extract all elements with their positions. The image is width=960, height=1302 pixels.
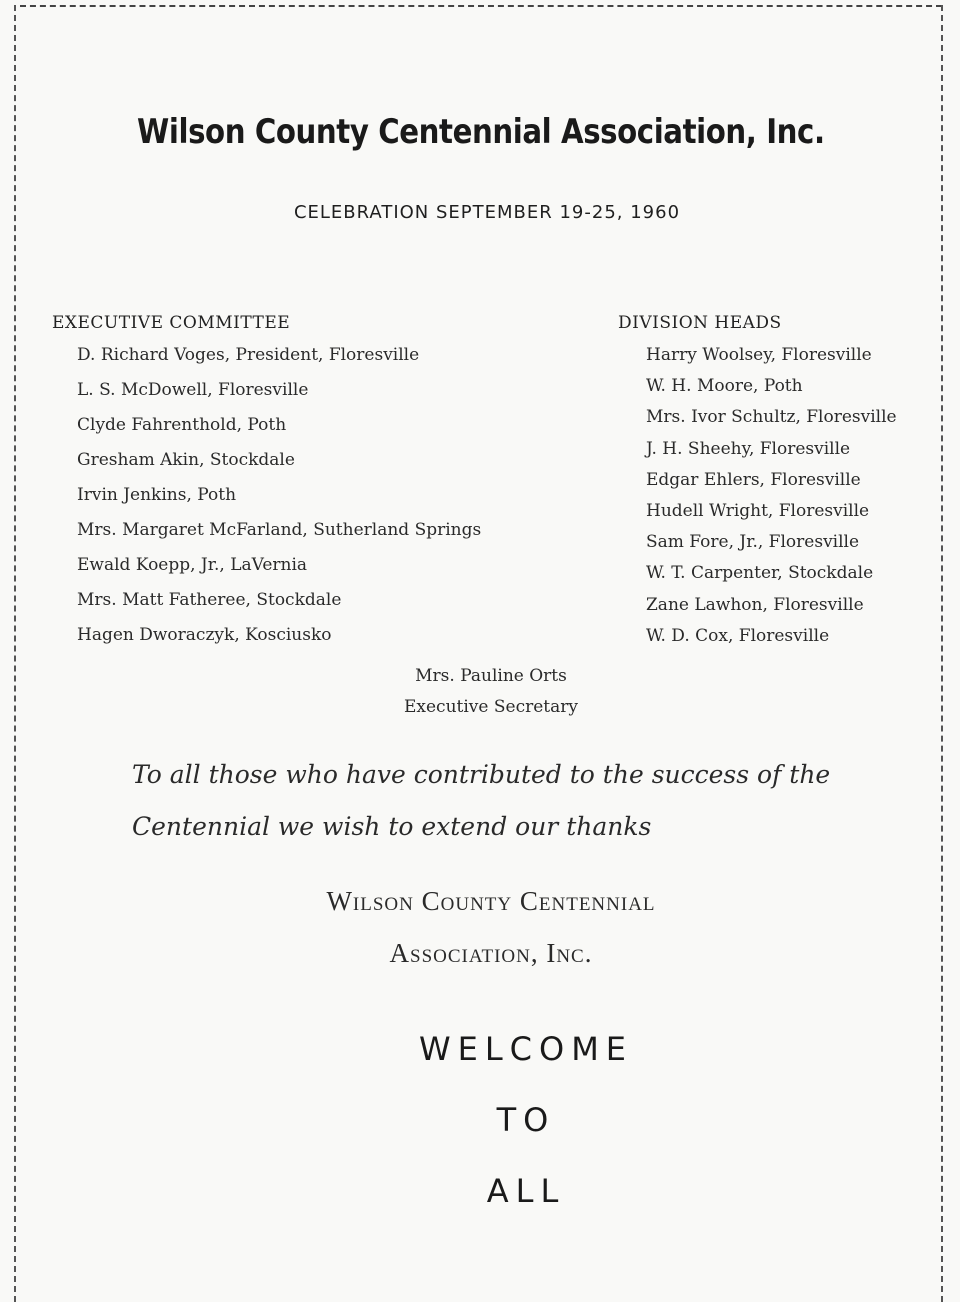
executive-committee-member: Hagen Dworaczyk, Kosciusko	[77, 625, 332, 645]
division-head-member: Sam Fore, Jr., Floresville	[646, 532, 860, 553]
division-heads-list	[646, 343, 897, 655]
division-head-member: Zane Lawhon, Floresville	[646, 594, 864, 615]
executive-committee-member: L. S. McDowell, Floresville	[77, 380, 309, 400]
page-border-top	[20, 5, 942, 7]
executive-committee-member: Mrs. Margaret McFarland, Sutherland Springs	[77, 520, 482, 540]
welcome-line-2: TO	[496, 1101, 556, 1139]
executive-committee-heading: EXECUTIVE COMMITTEE	[52, 313, 291, 333]
executive-committee-member: D. Richard Voges, President, Floresville	[77, 345, 420, 365]
executive-secretary-name: Mrs. Pauline Orts	[415, 666, 567, 686]
executive-committee-member: Gresham Akin, Stockdale	[77, 450, 295, 470]
executive-committee-member: Mrs. Matt Fatheree, Stockdale	[77, 590, 342, 610]
executive-committee-list	[77, 343, 481, 658]
division-head-member: Hudell Wright, Floresville	[646, 500, 870, 521]
division-head-member: Mrs. Ivor Schultz, Floresville	[646, 407, 897, 428]
division-head-member: W. H. Moore, Poth	[646, 376, 803, 397]
document-title: Wilson County Centennial Association, Inc.	[137, 112, 825, 152]
executive-secretary-title: Executive Secretary	[404, 697, 578, 717]
division-head-member: Edgar Ehlers, Floresville	[646, 469, 861, 490]
signature-line-1: Wilson County Centennial	[326, 886, 656, 916]
division-head-member: J. H. Sheehy, Floresville	[646, 438, 851, 459]
division-heads-heading: DIVISION HEADS	[618, 313, 782, 333]
executive-committee-member: Clyde Fahrenthold, Poth	[77, 415, 287, 435]
division-head-member: Harry Woolsey, Floresville	[646, 345, 872, 365]
executive-committee-member: Ewald Koepp, Jr., LaVernia	[77, 555, 308, 575]
welcome-line-3: ALL	[486, 1172, 566, 1210]
thanks-line-1: To all those who have contributed to the success of the	[132, 760, 831, 789]
division-head-member: W. T. Carpenter, Stockdale	[646, 563, 874, 584]
executive-committee-member: Irvin Jenkins, Poth	[77, 485, 237, 505]
welcome-line-1: WELCOME	[418, 1030, 634, 1068]
signature-line-2: Association, Inc.	[389, 938, 593, 968]
thanks-line-2: Centennial we wish to extend our thanks	[132, 812, 652, 841]
celebration-dates: CELEBRATION SEPTEMBER 19-25, 1960	[293, 202, 681, 223]
division-head-member: W. D. Cox, Floresville	[646, 625, 830, 646]
